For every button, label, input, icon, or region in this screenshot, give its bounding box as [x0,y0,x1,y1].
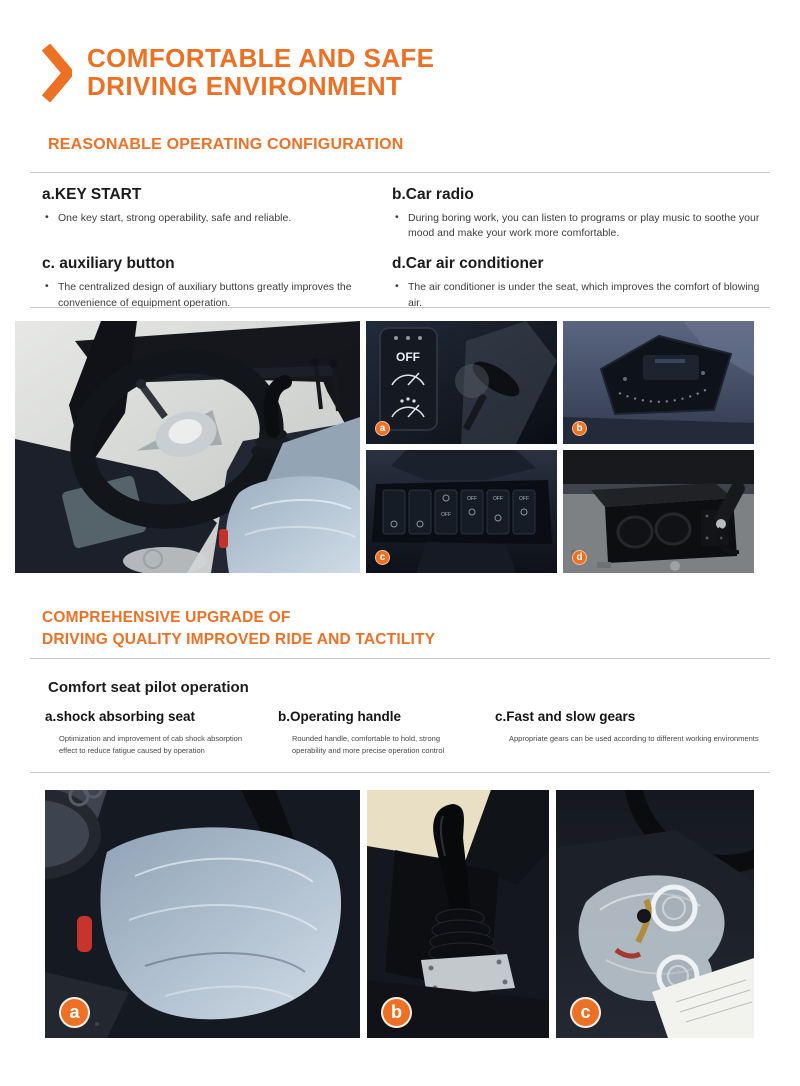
divider [30,658,770,659]
red-knob [219,529,228,548]
divider [30,772,770,773]
feature-car-radio [392,186,770,241]
wiper-switch-illustration [366,321,557,444]
marker-a: a [375,421,390,436]
air-conditioner-illustration [563,450,754,573]
cab-interior-illustration [15,321,360,573]
photo-gear-levers [556,790,754,1038]
wiper-rocker-switch [380,328,437,430]
divider [30,172,770,173]
marker-b: b [381,997,412,1028]
feature-heading: b.Car radio [392,186,474,203]
off-label: OFF [441,512,451,518]
feature-auxiliary-button [30,255,380,310]
dashboard-illustration [563,321,754,444]
feature-air-conditioner [392,255,770,310]
section1-title: REASONABLE OPERATING CONFIGURATION [48,136,404,153]
feature-bullet: • The centralized design of auxiliary buttons greatly improves the convenience of equipment operation. [42,280,380,310]
section2-title-line2: DRIVING QUALITY IMPROVED RIDE AND TACTILITY [42,631,436,648]
red-lever [77,916,92,952]
feature-heading: c. auxiliary button [42,255,175,273]
feature-description: Appropriate gears can be used according to different working environments [509,734,759,743]
page-title-line1: COMFORTABLE AND SAFE [87,43,435,73]
section2-title-line1: COMPREHENSIVE UPGRADE OF [42,609,291,626]
photo-shock-seat [45,790,360,1038]
panel-shadow [416,542,516,573]
off-label: OFF [467,496,477,502]
page-title-line2: DRIVING ENVIRONMENT [87,71,403,101]
photo-cab-interior [15,321,360,573]
marker-d: d [572,550,587,565]
feature-shock-absorbing-seat [30,709,278,756]
divider [30,307,770,308]
feature-heading: a.KEY START [42,186,142,203]
ac-box [591,483,737,563]
feature-key-start [30,186,380,241]
seat-illustration [45,790,360,1038]
photo-wiper-switch [366,321,557,444]
section2-gallery [45,790,754,1038]
marker-a: a [59,997,90,1028]
marker-c: c [570,997,601,1028]
feature-description: Rounded handle, comfortable to hold, strong operability and more precise operation control [292,734,445,755]
feature-bullet: • During boring work, you can listen to programs or play music to soothe your mood and make your work more comfortable. [392,211,770,241]
photo-air-conditioner [563,450,754,573]
wrapped-seat-cushion [100,827,341,1019]
chevron-icon [42,44,72,102]
off-label: OFF [519,496,529,502]
section2-title [42,607,435,651]
off-label: OFF [493,496,503,502]
off-label: OFF [396,350,420,364]
page-title [87,44,434,100]
photo-operating-handle [367,790,549,1038]
feature-heading: c.Fast and slow gears [495,709,636,724]
section1-features [30,186,770,311]
feature-bullet: • The air conditioner is under the seat, which improves the comfort of blowing air. [392,280,770,310]
feature-description: Optimization and improvement of cab shock absorption effect to reduce fatigue caused by operation [59,734,243,755]
feature-heading: b.Operating handle [278,709,402,724]
switch-panel-illustration [366,450,557,573]
section2-subtitle: Comfort seat pilot operation [48,679,249,696]
feature-operating-handle [278,709,495,756]
marker-b: b [572,421,587,436]
floor-bolt [670,561,680,571]
marker-c: c [375,550,390,565]
section1-gallery [15,321,754,573]
section1-thumbs [366,321,754,573]
feature-bullet: • One key start, strong operability, safe and reliable. [42,211,380,226]
brand-header [42,44,434,102]
photo-switch-panel [366,450,557,573]
photo-dashboard-display [563,321,754,444]
section2-features [30,709,770,756]
feature-heading: a.shock absorbing seat [45,709,196,724]
seat-shadow [563,450,754,484]
feature-heading: d.Car air conditioner [392,255,544,273]
feature-fast-slow-gears [495,709,770,756]
